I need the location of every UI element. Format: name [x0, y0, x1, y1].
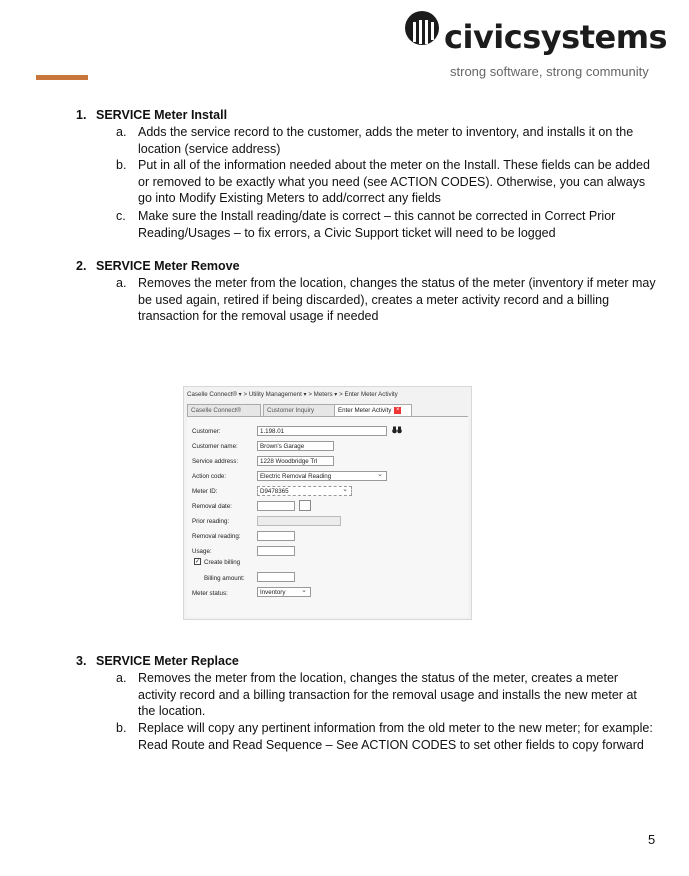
breadcrumb[interactable]: Caselle Connect® ▾ > Utility Management ▾ > Meters ▾ > Enter Meter Activity [187, 391, 398, 398]
civicsystems-logo [400, 6, 668, 82]
meter-status-label: Meter status: [192, 590, 228, 597]
removal-reading-input[interactable] [257, 531, 295, 541]
logo-mark-icon [404, 10, 440, 46]
meter-status-value: Inventory [260, 589, 286, 596]
customer-input[interactable]: 1.198.01 [257, 426, 387, 436]
list-text: Make sure the Install reading/date is correct – this cannot be corrected in Correct Prior Reading/Usages – to fix errors, a Civic Support ticket will need to be logged [138, 209, 616, 240]
section-title: SERVICE Meter Install [96, 108, 228, 122]
customer-name-field[interactable]: Brown's Garage [257, 441, 334, 451]
meter-id-value: D9478365 [260, 488, 289, 495]
customer-label: Customer: [192, 428, 221, 435]
form-panel [187, 416, 468, 617]
page-number: 5 [648, 832, 656, 847]
billing-amount-label: Billing amount: [204, 575, 245, 582]
prior-reading-field [257, 516, 341, 526]
calendar-icon[interactable] [299, 500, 311, 511]
create-billing-checkbox[interactable]: ✓ [195, 559, 201, 565]
list-text: Put in all of the information needed about the meter on the Install. These fields can be added or removed to be exactly what you need (see ACTION CODES). Otherwise, you can always go into Modify Existing Meters to add/correct any fields [138, 158, 650, 206]
meter-activity-screenshot [183, 386, 472, 620]
logo-wordmark: civicsystems [444, 18, 668, 56]
service-address-label: Service address: [192, 458, 239, 465]
section-title: SERVICE Meter Remove [96, 259, 240, 273]
action-code-label: Action code: [192, 473, 227, 480]
prior-reading-label: Prior reading: [192, 518, 230, 525]
tab-label: Customer Inquiry [267, 407, 315, 414]
tab-label: Enter Meter Activity [338, 407, 392, 414]
service-address-field[interactable]: 1228 Woodbridge Trl [257, 456, 334, 466]
list-text: Replace will copy any pertinent information from the old meter to the new meter; for example: Read Route and Read Sequence – See ACTION CODES to set other fields to copy forward [138, 721, 653, 752]
close-tab-icon[interactable]: × [396, 406, 400, 413]
list-text: Adds the service record to the customer, adds the meter to inventory, and installs it on the location (service address) [138, 125, 634, 156]
list-marker: b. [116, 158, 127, 172]
list-marker: a. [116, 125, 127, 139]
logo-tagline: strong software, strong community [450, 64, 649, 79]
accent-bar [36, 75, 88, 80]
action-code-value: Electric Removal Reading [260, 473, 332, 480]
removal-reading-label: Removal reading: [192, 533, 241, 540]
list-marker: c. [116, 209, 126, 223]
list-text: Removes the meter from the location, changes the status of the meter, creates a meter activity record and a billing transaction for the removal usage and installs the new meter at the location. [138, 671, 637, 719]
list-marker: b. [116, 721, 127, 735]
usage-input[interactable] [257, 546, 295, 556]
list-marker: a. [116, 671, 127, 685]
tab-label: Caselle Connect® [191, 407, 241, 414]
section-number: 2. [76, 259, 87, 273]
meter-status-select[interactable] [257, 587, 311, 597]
removal-date-input[interactable] [257, 501, 295, 511]
billing-amount-input[interactable] [257, 572, 295, 582]
create-billing-label: Create billing [204, 559, 241, 566]
customer-name-label: Customer name: [192, 443, 238, 450]
binoculars-icon[interactable] [392, 426, 402, 434]
section-number: 1. [76, 108, 87, 122]
list-text: Removes the meter from the location, changes the status of the meter (inventory if meter may be used again, retired if being discarded), creates a meter activity record and a billing transaction for the removal usage if needed [138, 276, 656, 324]
section-number: 3. [76, 654, 87, 668]
meter-id-select[interactable] [257, 486, 352, 496]
usage-label: Usage: [192, 548, 212, 555]
removal-date-label: Removal date: [192, 503, 232, 510]
section-title: SERVICE Meter Replace [96, 654, 239, 668]
action-code-select[interactable] [257, 471, 387, 481]
meter-id-label: Meter ID: [192, 488, 218, 495]
list-marker: a. [116, 276, 127, 290]
